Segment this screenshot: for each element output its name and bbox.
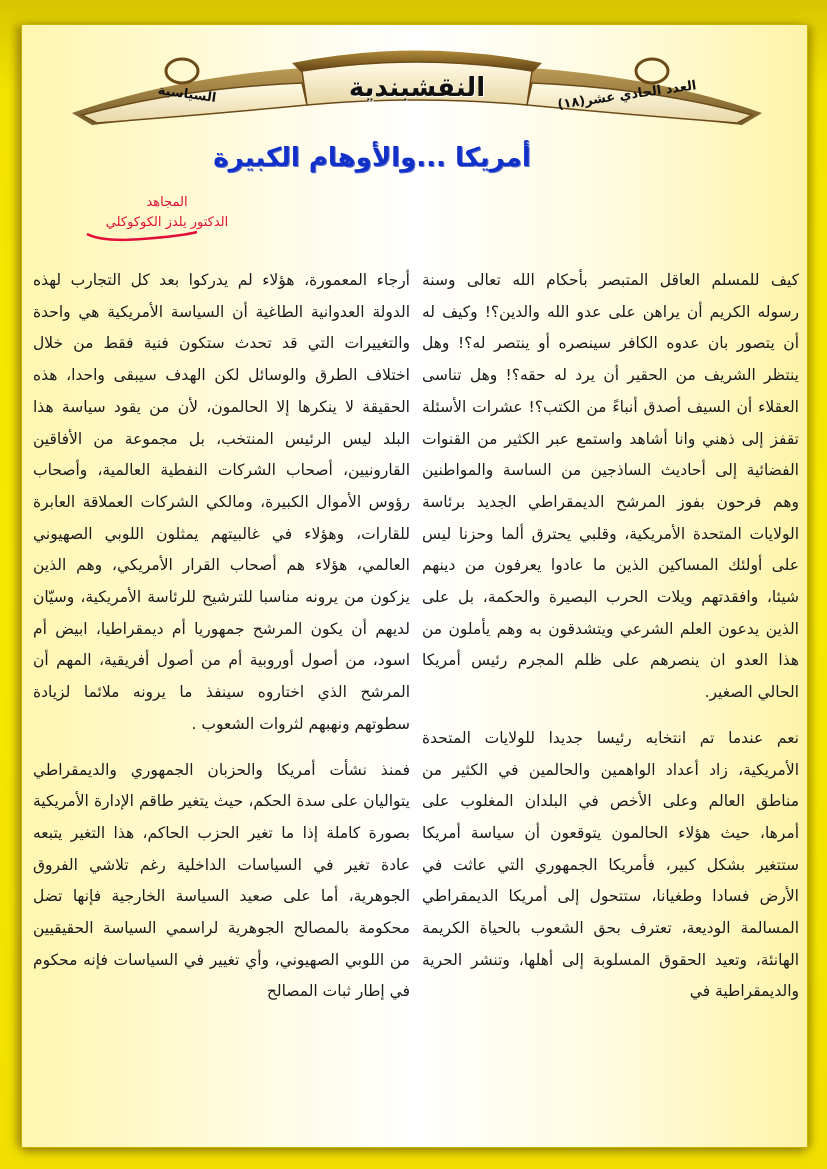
- page-sheet: [22, 25, 807, 1147]
- paragraph: فمنذ نشأت أمريكا والحزبان الجمهوري والديمقراطي يتواليان على سدة الحكم، حيث يتغير طاقم الإدارة الأمريكية بصورة كاملة إذا ما تغير الحزب الحاكم، هذا التغير يتبعه عادة تغير في السياسات الداخلية رغم تلاشي الفروق الجوهرية، أما على صعيد السياسة الخارجية فإنها تضل محكومة بالمصالح الجوهرية لراسمي السياسة الحقيقيين من اللوبي الصهيوني، وأي تغيير في السياسات فإنه محكوم في إطار ثبات المصالح: [33, 760, 410, 1001]
- flourish-underline-icon: [82, 230, 202, 244]
- paragraph: نعم عندما تم انتخابه رئيسا جديدا للولايات المتحدة الأمريكية، زاد أعداد الواهمين والحالمين في الكثير من مناطق العالم وعلى الأخص في البلدان المغلوب على أمرها، حيث هؤلاء الحالمون يتوقعون أن سياسة أمريكا ستتغير بشكل كبير، فأمريكا الجمهوري التي عاثت في الأرض فسادا وطغيانا، ستتحول إلى أمريكا الديمقراطي المسالمة الوديعة، تعترف بحق الشعوب بالحياة الكريمة الهانئة، وتعيد الحقوق المسلوبة إلى أهلها، وتنشر الحرية والديمقراطية في: [422, 728, 799, 1001]
- article-column-right: [422, 265, 799, 1022]
- section-label: السياسية: [156, 82, 218, 107]
- paragraph: كيف للمسلم العاقل المتبصر بأحكام الله تعالى وسنة رسوله الكريم أن يراهن على عدو الله والدين؟! وكيف له أن يتصور بان عدوه الكافر سينصره أو ينتصر له؟! وهل ينتظر الشريف من الحقير أن يرد له حقه؟! وهل تناسى العقلاء أن السيف أصدق أنباءً من الكتب؟! عشرات الأسئلة تقفز إلى ذهني وانا أشاهد واستمع عبر الكثير من القنوات الفضائية إلى أحاديث الساذجين من الساسة والمواطنين وهم فرحون بفوز المرشح الديمقراطي الجديد برئاسة الولايات المتحدة الأمريكية، وقلبي يحترق ألما وحزنا ليس على أولئك المساكين الذين ما عادوا يعرفون من دينهم شيئا، وافقدتهم ويلات الحرب البصيرة والحكمة، بل على الذين يدعون العلم الشرعي ويتشدقون به وهم يأملون من هذا العدو ان ينصرهم على ظلم المجرم رئيس أمريكا الحالي الصغير.: [422, 271, 799, 702]
- magazine-title: النقشبندية: [348, 73, 486, 103]
- article-column-left: [33, 265, 410, 1022]
- author-byline: [82, 193, 252, 233]
- article-title: أمريكا ...والأوهام الكبيرة: [213, 143, 531, 173]
- author-name: الدكتور يلدز الكوكوكلي: [105, 215, 229, 230]
- author-prefix: المجاهد: [146, 195, 188, 210]
- masthead-banner: [52, 43, 782, 133]
- paragraph: أرجاء المعمورة، هؤلاء لم يدركوا بعد كل التجارب لهذه الدولة العدوانية الطاغية أن السياسة الأمريكية هي واحدة والتغييرات التي قد تحدث ستكون فنية فقط من خلال اختلاف الطرق والوسائل لكن الهدف سيبقى واحدا، هذه الحقيقة لا ينكرها إلا الحالمون، لأن من يقود سياسة هذا البلد ليس الرئيس المنتخب، بل مجموعة من الأفاقين القارونيين، أصحاب الشركات النفطية العالمية، وأصحاب رؤوس الأموال الكبيرة، ومالكي الشركات العملاقة العابرة للقارات، وهؤلاء في غالبيتهم يمثلون اللوبي الصهيوني العالمي، هؤلاء هم أصحاب القرار الأمريكي، وهم الذين يزكون من يرونه مناسبا للترشيح للرئاسة الأمريكية، وسيّان لديهم أن يكون المرشح جمهوريا أم ديمقراطيا، ابيض أم اسود، من أصول أوروبية أم من أصول أفريقية، المهم أن المرشح الذي اختاروه سينفذ ما يرونه ملائما لزيادة سطوتهم ونهبهم لثروات الشعوب .: [33, 271, 410, 733]
- issue-number: العدد الحادي عشر(١٨): [556, 78, 698, 113]
